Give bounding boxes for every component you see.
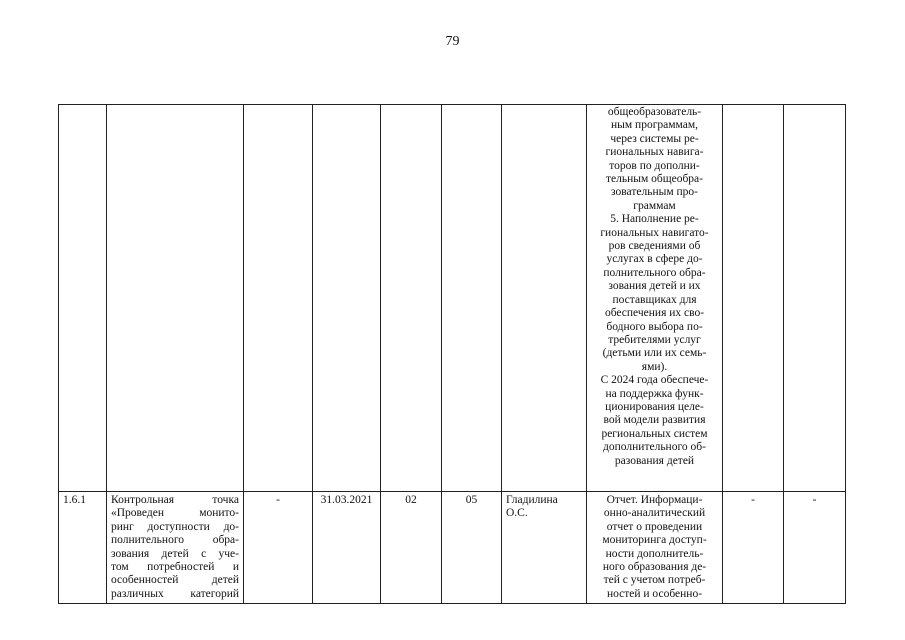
cell-responsible [502,105,587,492]
table-row [59,492,846,604]
cell-description: Отчет. Информаци- онно-аналитический отчет о проведении мониторинга доступ- ности дополнитель- ного образования де- тей с учетом потреб- ностей и особенно- [587,492,723,604]
cell-responsible: Гладилина О.С. [502,492,587,604]
cell-code1: 02 [381,492,442,604]
cell-code2 [442,105,502,492]
cell-code2: 05 [442,492,502,604]
plan-table [58,104,846,604]
cell-col9: - [723,492,784,604]
cell-id [59,105,107,492]
cell-col3 [244,105,313,492]
cell-col10: - [784,492,846,604]
cell-col3: - [244,492,313,604]
cell-col10 [784,105,846,492]
cell-description: общеобразователь- ным программам, через системы ре- гиональных навига- торов по дополни- тельным общеобра- зовательным про- граммам 5. Наполнение ре- гиональных навигато- ров сведениями об услугах в сфере до- полнительного обра- зования детей и их поставщиках для обеспечения их сво- бодного выбора по- требителями услуг (детьми или их семь- ями). С 2024 года обеспече- на поддержка функ- ционирования целе- вой модели развития региональных систем дополнительного об- разования детей [587,105,723,492]
page-number: 79 [445,34,460,49]
cell-date: 31.03.2021 [313,492,381,604]
table-row [59,105,846,492]
cell-name: Контрольная точка «Проведен монито- ринг доступности до- полнительного обра- зования детей с уче- том потребностей и особенностей детей различных категорий [107,492,244,604]
cell-col9 [723,105,784,492]
cell-date [313,105,381,492]
cell-name [107,105,244,492]
cell-id: 1.6.1 [59,492,107,604]
cell-code1 [381,105,442,492]
